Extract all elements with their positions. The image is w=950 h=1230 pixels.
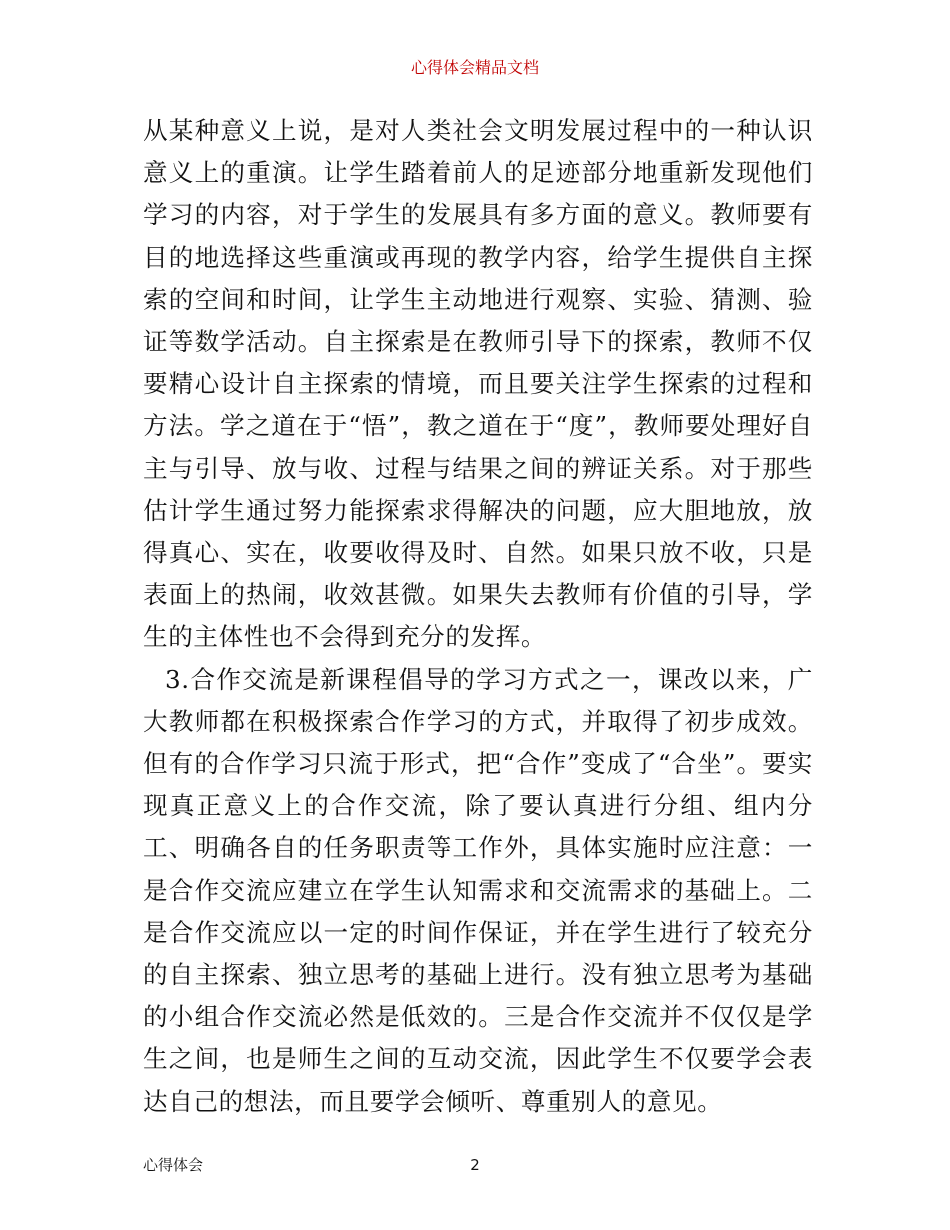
document-body bbox=[143, 110, 813, 1123]
page-number: 2 bbox=[470, 1156, 480, 1174]
page-header-title: 心得体会精品文档 bbox=[410, 58, 539, 77]
footer-label: 心得体会 bbox=[143, 1156, 204, 1174]
body-paragraph: 从某种意义上说，是对人类社会文明发展过程中的一种认识意义上的重演。让学生踏着前人的足迹部分地重新发现他们学习的内容，对于学生的发展具有多方面的意义。教师要有目的地选择这些重演或再现的教学内容，给学生提供自主探索的空间和时间，让学生主动地进行观察、实验、猜测、验证等数学活动。自主探索是在教师引导下的探索，教师不仅要精心设计自主探索的情境，而且要关注学生探索的过程和方法。学之道在于“悟”，教之道在于“度”，教师要处理好自主与引导、放与收、过程与结果之间的辨证关系。对于那些估计学生通过努力能探索求得解决的问题，应大胆地放，放得真心、实在，收要收得及时、自然。如果只放不收，只是表面上的热闹，收效甚微。如果失去教师有价值的引导，学生的主体性也不会得到充分的发挥。 bbox=[143, 116, 813, 652]
body-paragraph: 3.合作交流是新课程倡导的学习方式之一，课改以来，广大教师都在积极探索合作学习的方式，并取得了初步成效。但有的合作学习只流于形式，把“合作”变成了“合坐”。要实现真正意义上的合作交流，除了要认真进行分组、组内分工、明确各自的任务职责等工作外，具体实施时应注意：一是合作交流应建立在学生认知需求和交流需求的基础上。二是合作交流应以一定的时间作保证，并在学生进行了较充分的自主探索、独立思考的基础上进行。没有独立思考为基础的小组合作交流必然是低效的。三是合作交流并不仅仅是学生之间，也是师生之间的互动交流，因此学生不仅要学会表达自己的想法，而且要学会倾听、尊重别人的意见。 bbox=[143, 664, 813, 1116]
